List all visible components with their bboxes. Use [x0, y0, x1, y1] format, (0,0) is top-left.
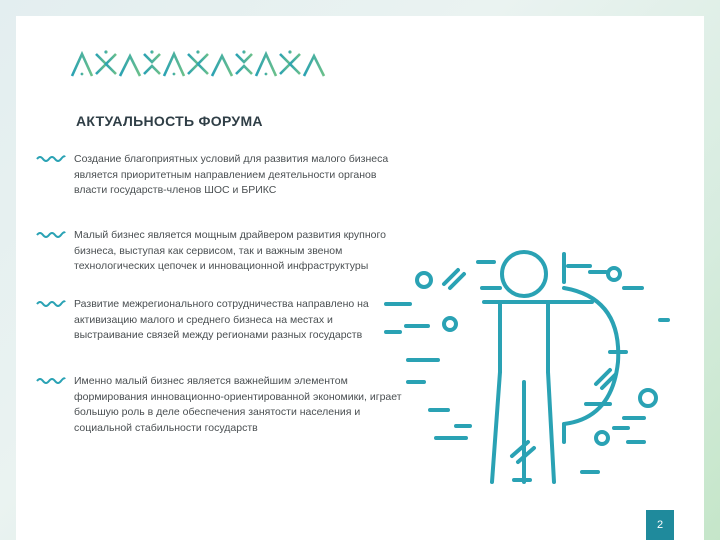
bullet-text: Именно малый бизнес является важнейшим элементом формирования инновационно-ориентированной экономики, играет большую роль в деле обеспечения занятости населения и социальной стабильности государств [74, 375, 402, 434]
wave-bullet-icon [36, 230, 66, 238]
page-number: 2 [646, 510, 674, 540]
wave-bullet-icon [36, 154, 66, 162]
archer-icon [378, 232, 678, 492]
wave-bullet-icon [36, 299, 66, 307]
ornament-pattern-icon [68, 44, 330, 84]
bullet-text: Развитие межрегионального сотрудничества направлено на активизацию малого и среднего бизнеса на местах и выстраивание связей между регионами разных государств [74, 298, 369, 341]
wave-bullet-icon [36, 376, 66, 384]
bullet-text: Малый бизнес является мощным драйвером развития крупного бизнеса, выступая как сервисом, так и важным звеном технологических цепочек и инновационной инфраструктуры [74, 229, 386, 272]
bullet-text: Создание благоприятных условий для развития малого бизнеса является приоритетным направлением деятельности органов власти государств-членов ШОС и БРИКС [74, 153, 389, 196]
page-title: АКТУАЛЬНОСТЬ ФОРУМА [76, 113, 263, 129]
